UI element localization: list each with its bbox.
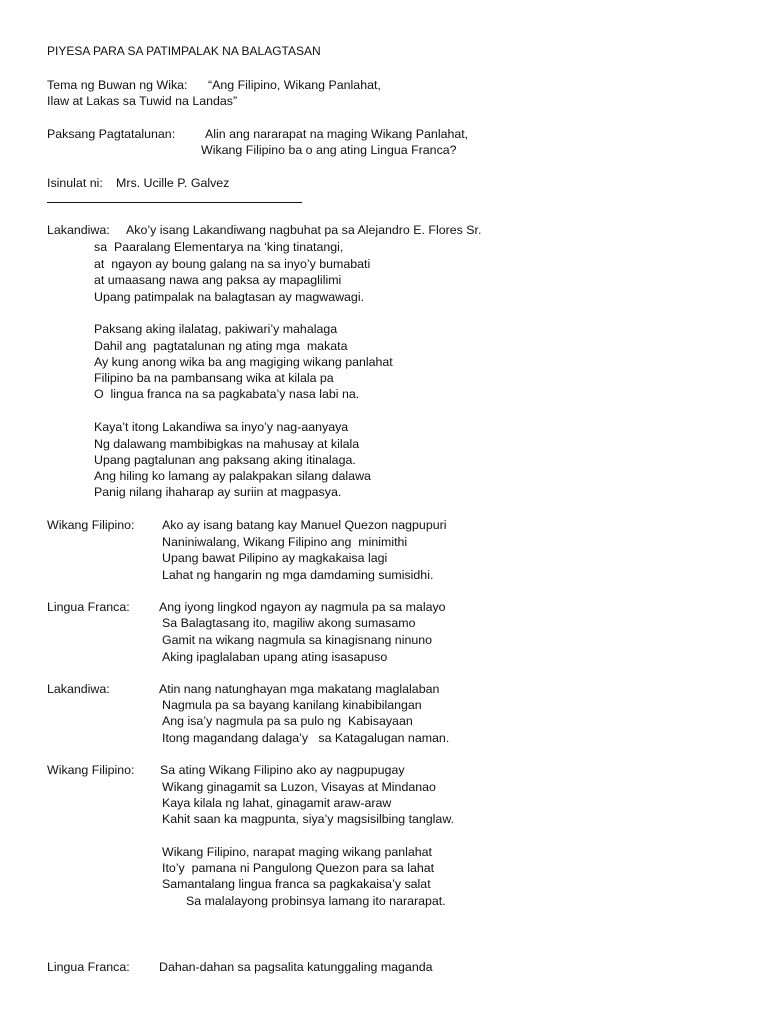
verse-line: Itong magandang dalaga’y sa Katagalugan naman. — [162, 731, 450, 745]
verse-line: Kaya kilala ng lahat, ginagamit araw-araw — [162, 796, 392, 810]
verse-line: Atin nang natunghayan mga makatang maglalaban — [159, 682, 440, 696]
verse-line: Wikang Filipino, narapat maging wikang panlahat — [162, 845, 432, 859]
verse-line: Ang isa’y nagmula pa sa pulo ng Kabisayaan — [162, 714, 413, 728]
verse-line: Sa Balagtasang ito, magiliw akong sumasamo — [162, 616, 416, 630]
verse-line: Ang hiling ko lamang ay palakpakan silang dalawa — [94, 469, 371, 483]
verse-line: sa Paaralang Elementarya na ‘king tinatangi, — [94, 240, 344, 254]
tema-line-2: Ilaw at Lakas sa Tuwid na Landas” — [47, 94, 238, 108]
verse-line: at umaasang nawa ang paksa ay mapaglilimi — [94, 273, 342, 287]
tema-line-1: “Ang Filipino, Wikang Panlahat, — [208, 78, 381, 92]
verse-line: Paksang aking ilalatag, pakiwari’y mahalaga — [94, 322, 338, 336]
verse-line: at ngayon ay boung galang na sa inyo’y bumabati — [94, 257, 371, 271]
verse-line: Sa malalayong probinsya lamang ito nararapat. — [186, 894, 446, 908]
verse-line: Ako ay isang batang kay Manuel Quezon nagpupuri — [162, 518, 447, 532]
verse-line: Kaya’t itong Lakandiwa sa inyo’y nag-aanyaya — [94, 420, 349, 434]
verse-line: Panig nilang ihaharap ay suriin at magpasya. — [94, 485, 342, 499]
paksa-line-1: Alin ang nararapat na maging Wikang Panlahat, — [205, 127, 469, 141]
verse-line: Ito’y pamana ni Pangulong Quezon para sa lahat — [162, 861, 435, 875]
verse-line: Ay kung anong wika ba ang magiging wikang panlahat — [94, 355, 393, 369]
author-label: Isinulat ni: — [47, 176, 103, 190]
verse-line: Aking ipaglalaban upang ating isasapuso — [162, 650, 388, 664]
verse-line: Ng dalawang mambibigkas na mahusay at kilala — [94, 437, 360, 451]
verse-line: Naniniwalang, Wikang Filipino ang minimithi — [162, 535, 408, 549]
verse-line: Kahit saan ka magpunta, siya’y magsisilbing tanglaw. — [162, 812, 455, 826]
author-name: Mrs. Ucille P. Galvez — [116, 176, 230, 190]
verse-line: Dahil ang pagtatalunan ng ating mga makata — [94, 339, 348, 353]
verse-line: Nagmula pa sa bayang kanilang kinabibilangan — [162, 698, 422, 712]
verse-line: Ang iyong lingkod ngayon ay nagmula pa sa malayo — [159, 600, 446, 614]
paksa-line-2: Wikang Filipino ba o ang ating Lingua Franca? — [201, 143, 457, 157]
document-title: PIYESA PARA SA PATIMPALAK NA BALAGTASAN — [47, 44, 321, 58]
tema-label: Tema ng Buwan ng Wika: — [47, 78, 188, 92]
verse-line: Ako’y isang Lakandiwang nagbuhat pa sa Alejandro E. Flores Sr. — [126, 223, 482, 237]
verse-line: Upang bawat Pilipino ay magkakaisa lagi — [162, 551, 388, 565]
verse-line: Dahan-dahan sa pagsalita katunggaling maganda — [159, 960, 433, 974]
speaker-label: Lingua Franca: — [47, 960, 130, 974]
verse-line: Samantalang lingua franca sa pagkakaisa’y salat — [162, 877, 431, 891]
verse-line: O lingua franca na sa pagkabata’y nasa labi na. — [94, 387, 360, 401]
speaker-label: Lingua Franca: — [47, 600, 130, 614]
speaker-label: Lakandiwa: — [47, 223, 110, 237]
verse-line: Lahat ng hangarin ng mga damdaming sumisidhi. — [162, 568, 434, 582]
speaker-label: Wikang Filipino: — [47, 518, 135, 532]
verse-line: Wikang ginagamit sa Luzon, Visayas at Mindanao — [162, 780, 436, 794]
verse-line: Upang patimpalak na balagtasan ay magwawagi. — [94, 290, 365, 304]
divider-line — [47, 202, 302, 203]
verse-line: Gamit na wikang nagmula sa kinagisnang ninuno — [162, 633, 433, 647]
verse-line: Upang pagtalunan ang paksang aking itinalaga. — [94, 453, 356, 467]
speaker-label: Lakandiwa: — [47, 682, 110, 696]
speaker-label: Wikang Filipino: — [47, 763, 135, 777]
verse-line: Sa ating Wikang Filipino ako ay nagpupugay — [160, 763, 405, 777]
paksa-label: Paksang Pagtatalunan: — [47, 127, 176, 141]
verse-line: Filipino ba na pambansang wika at kilala pa — [94, 371, 334, 385]
